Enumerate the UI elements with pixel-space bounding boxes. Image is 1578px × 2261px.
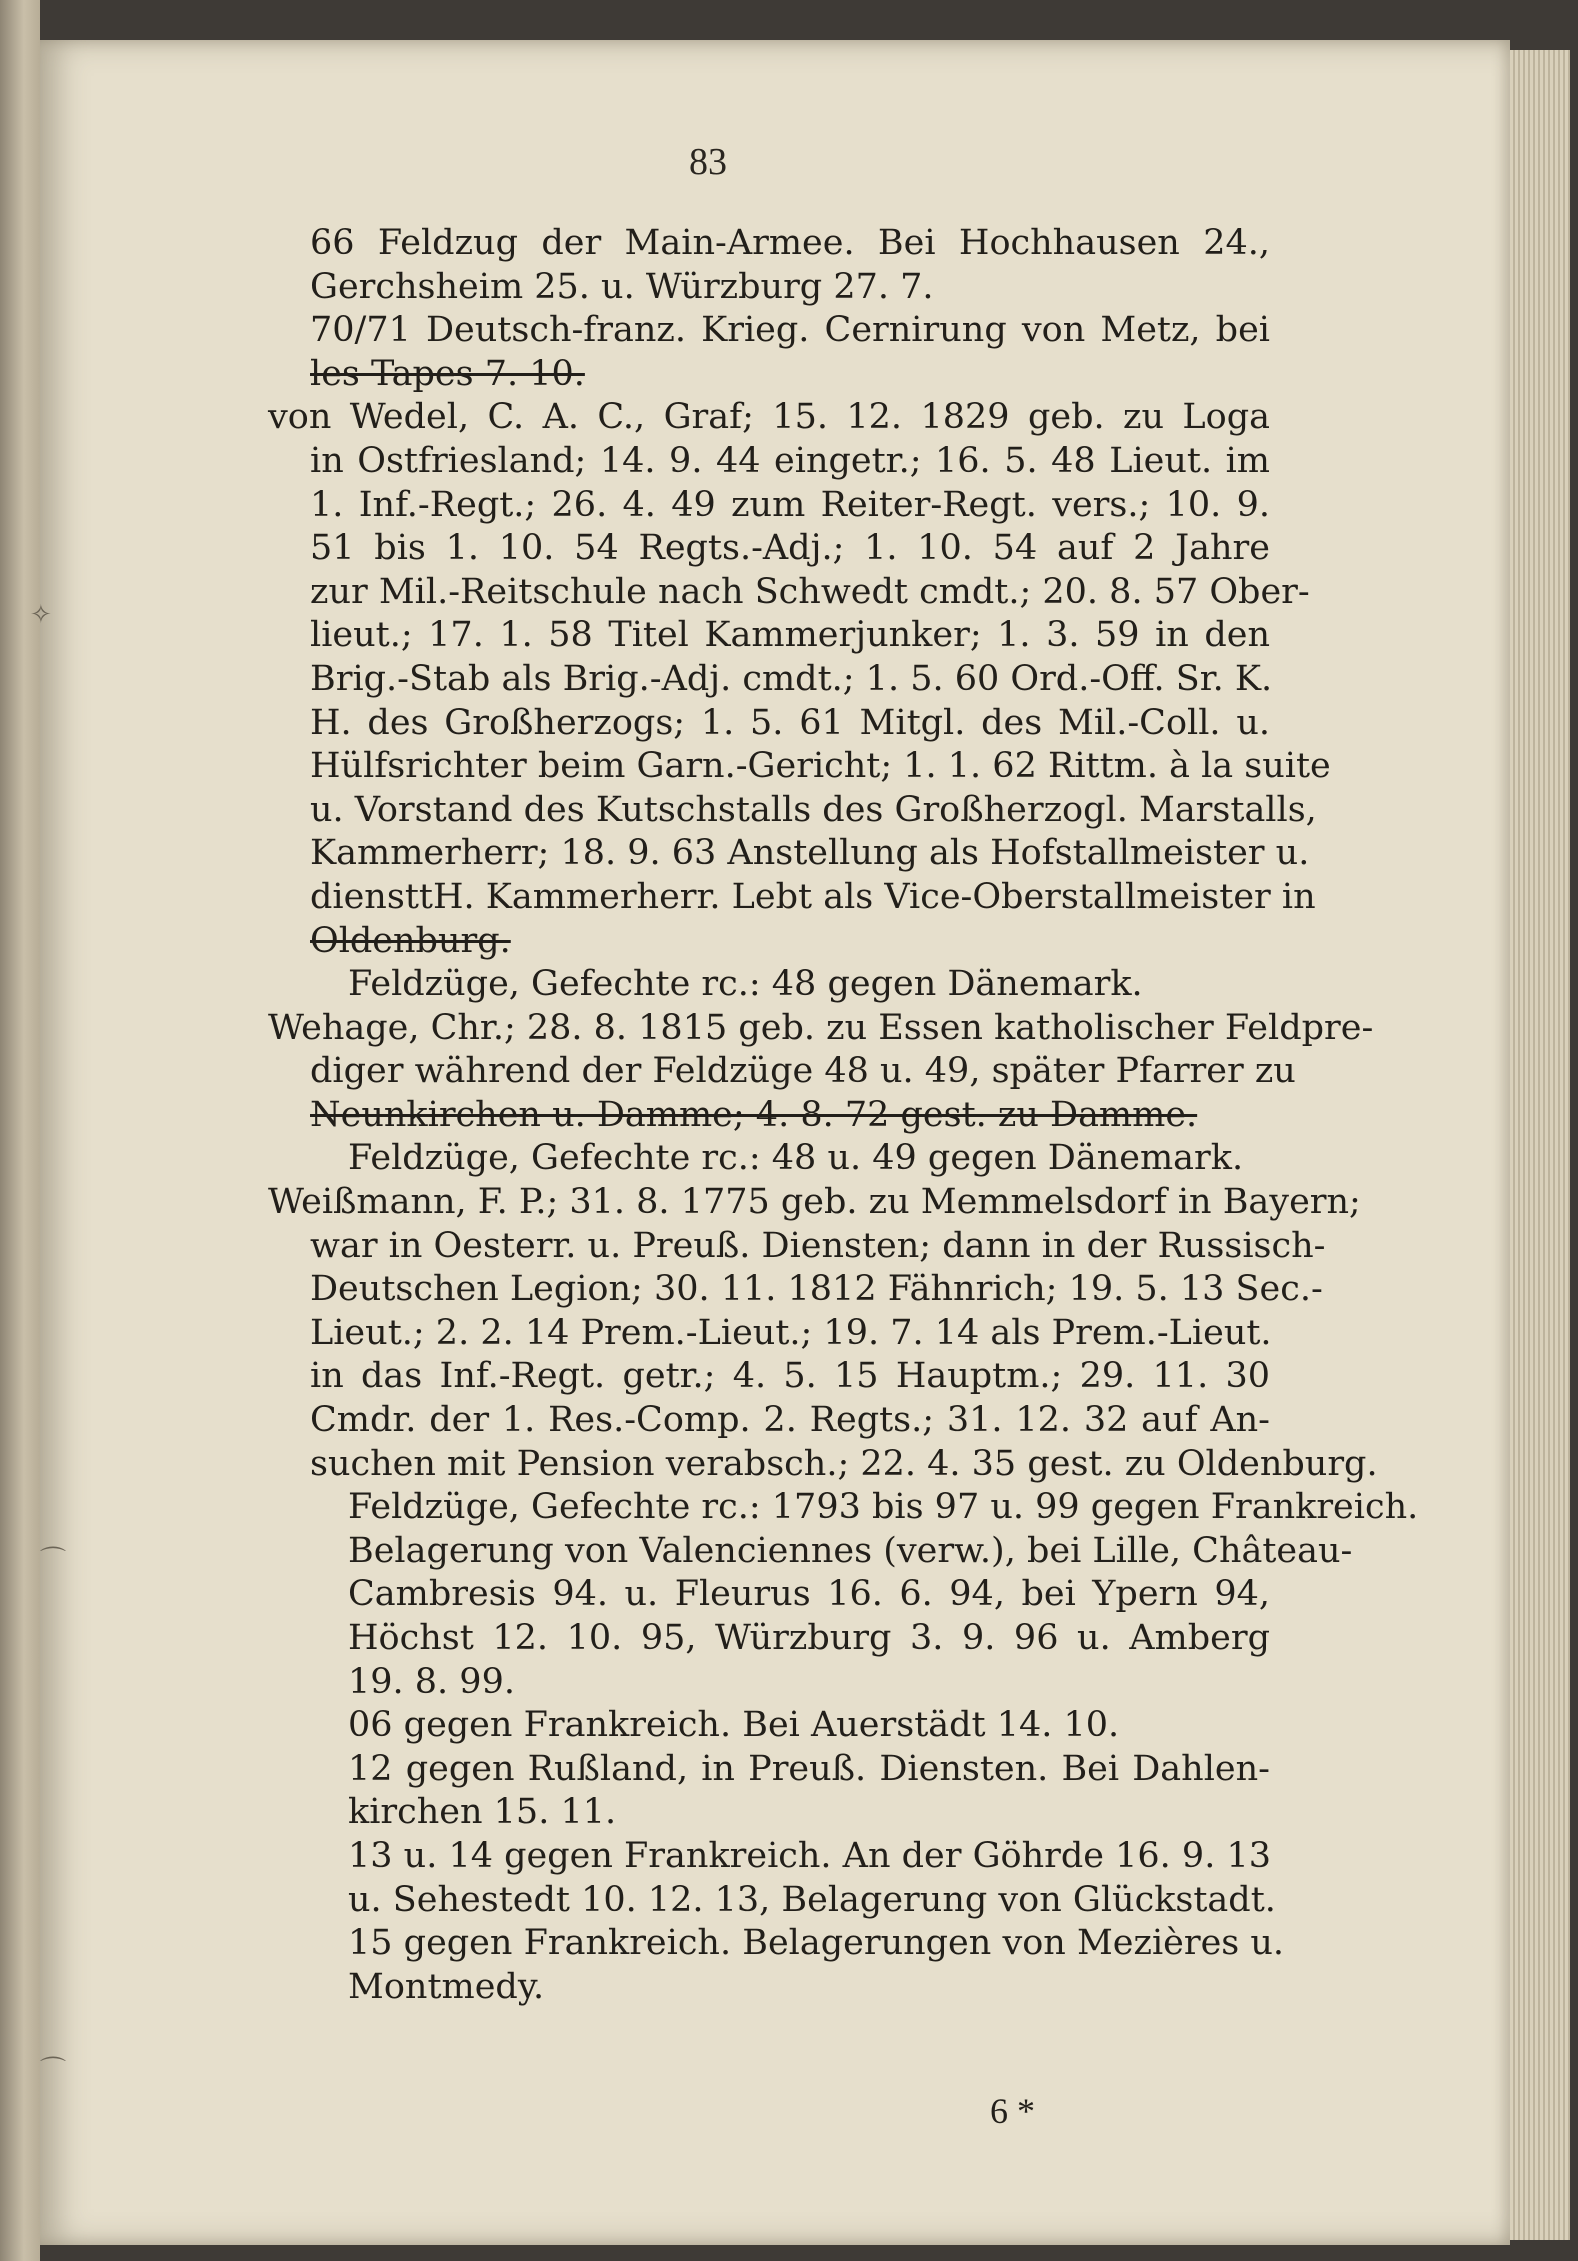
text-line: 70/71 Deutsch-franz. Krieg. Cernirung von Metz, bei [310, 310, 1270, 351]
text-line: 66 Feldzug der Main-Armee. Bei Hochhausen 24., [310, 223, 1270, 263]
text-line: 13 u. 14 gegen Frankreich. An der Göhrde 16. 9. 13 [348, 1835, 1271, 1876]
text-line: Höchst 12. 10. 95, Würzburg 3. 9. 96 u. Amberg [348, 1618, 1270, 1658]
text-line: diensttH. Kammerherr. Lebt als Vice-Oberstallmeister in [310, 876, 1316, 917]
text-line: diger während der Feldzüge 48 u. 49, später Pfarrer zu [310, 1051, 1296, 1092]
signature-mark: 6 * [990, 2091, 1035, 2131]
page-number: 83 [689, 141, 727, 183]
text-line: les Tapes 7. 10. [310, 353, 585, 394]
text-line: kirchen 15. 11. [348, 1792, 617, 1833]
text-line: zur Mil.-Reitschule nach Schwedt cmdt.; 20. 8. 57 Ober- [310, 571, 1310, 612]
text-line: Hülfsrichter beim Garn.-Gericht; 1. 1. 62 Rittm. à la suite [310, 746, 1331, 787]
text-line: Kammerherr; 18. 9. 63 Anstellung als Hofstallmeister u. [310, 833, 1310, 874]
text-line: in Ostfriesland; 14. 9. 44 eingetr.; 16. 5. 48 Lieut. im [310, 440, 1270, 481]
text-line: Oldenburg. [310, 920, 511, 961]
text-line: Cmdr. der 1. Res.-Comp. 2. Regts.; 31. 12. 32 auf An- [310, 1400, 1270, 1441]
text-line: 1. Inf.-Regt.; 26. 4. 49 zum Reiter-Regt. vers.; 10. 9. [310, 484, 1270, 525]
text-line: von Wedel, C. A. C., Graf; 15. 12. 1829 geb. zu Loga [268, 397, 1270, 438]
text-line: 06 gegen Frankreich. Bei Auerstädt 14. 10. [348, 1705, 1120, 1746]
text-line: 12 gegen Rußland, in Preuß. Diensten. Bei Dahlen- [348, 1748, 1270, 1789]
text-line: Montmedy. [348, 1966, 545, 2007]
text-line: Neunkirchen u. Damme; 4. 8. 72 gest. zu Damme. [310, 1094, 1198, 1135]
text-line: Feldzüge, Gefechte rc.: 48 u. 49 gegen Dänemark. [348, 1138, 1244, 1179]
text-line: u. Sehestedt 10. 12. 13, Belagerung von Glückstadt. [348, 1879, 1276, 1920]
text-line: lieut.; 17. 1. 58 Titel Kammerjunker; 1. 3. 59 in den [310, 615, 1270, 656]
margin-mark: ⌒ [40, 2056, 67, 2086]
text-line: Gerchsheim 25. u. Würzburg 27. 7. [310, 266, 934, 307]
margin-mark: ⌒ [40, 1546, 67, 1576]
text-line: u. Vorstand des Kutschstalls des Großherzogl. Marstalls, [310, 789, 1317, 830]
text-line: in das Inf.-Regt. getr.; 4. 5. 15 Hauptm.; 29. 11. 30 [310, 1356, 1270, 1397]
text-line: H. des Großherzogs; 1. 5. 61 Mitgl. des Mil.-Coll. u. [310, 702, 1270, 743]
text-line: Deutschen Legion; 30. 11. 1812 Fähnrich; 19. 5. 13 Sec.- [310, 1269, 1323, 1310]
text-line: Brig.-Stab als Brig.-Adj. cmdt.; 1. 5. 60 Ord.-Off. Sr. K. [310, 658, 1273, 699]
text-line: Feldzüge, Gefechte rc.: 48 gegen Dänemark. [348, 964, 1143, 1005]
text-line: Feldzüge, Gefechte rc.: 1793 bis 97 u. 99 gegen Frankreich. [348, 1487, 1419, 1528]
text-body [268, 222, 1419, 2009]
facing-page-edge [0, 0, 40, 2261]
text-line: 19. 8. 99. [348, 1661, 515, 1702]
text-line: war in Oesterr. u. Preuß. Diensten; dann in der Russisch- [310, 1225, 1326, 1266]
text-line: suchen mit Pension verabsch.; 22. 4. 35 gest. zu Oldenburg. [310, 1443, 1378, 1484]
text-line: Lieut.; 2. 2. 14 Prem.-Lieut.; 19. 7. 14 als Prem.-Lieut. [310, 1312, 1272, 1353]
text-line: Wehage, Chr.; 28. 8. 1815 geb. zu Essen katholischer Feldpre- [268, 1007, 1374, 1048]
text-line: 51 bis 1. 10. 54 Regts.-Adj.; 1. 10. 54 auf 2 Jahre [310, 528, 1270, 569]
page-stack-edge [1510, 50, 1570, 2240]
text-line: Weißmann, F. P.; 31. 8. 1775 geb. zu Memmelsdorf in Bayern; [268, 1182, 1361, 1223]
text-line: Cambresis 94. u. Fleurus 16. 6. 94, bei Ypern 94, [348, 1574, 1270, 1615]
margin-mark: ✧ [30, 600, 52, 630]
text-line: 15 gegen Frankreich. Belagerungen von Mezières u. [348, 1923, 1285, 1964]
text-line: Belagerung von Valenciennes (verw.), bei Lille, Château- [348, 1530, 1353, 1571]
